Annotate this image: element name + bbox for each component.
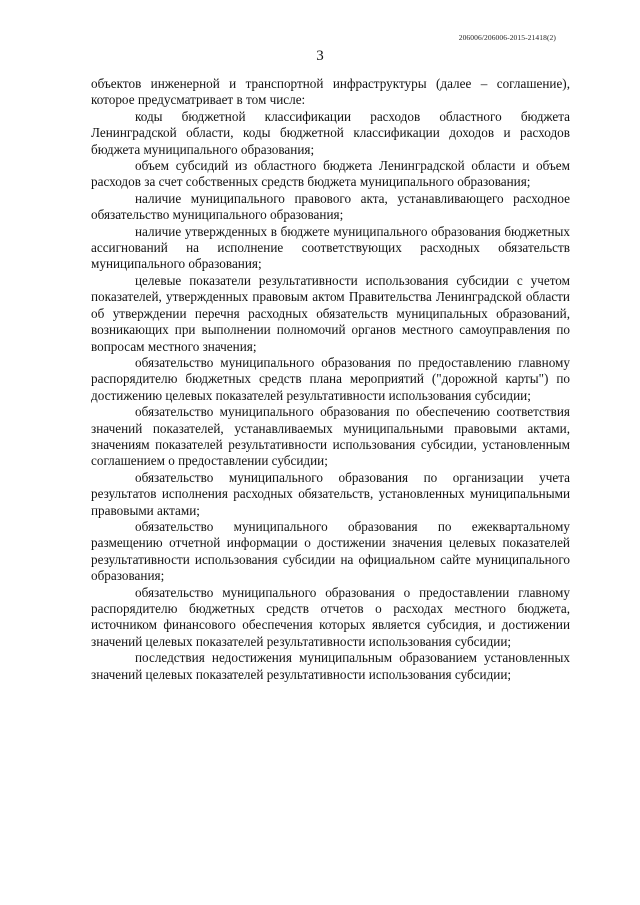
paragraph-consequences: последствия недостижения муниципальным образованием установленных значений целевых показателей результативности использования субсидии; [91, 650, 570, 682]
paragraph-accounting-obligation: обязательство муниципального образования по организации учета результатов исполнения расходных обязательств, установленных муниципальными правовыми актами; [91, 469, 570, 518]
paragraph-indicator-compliance: обязательство муниципального образования по обеспечению соответствия значений показателей, устанавливаемых муниципальными правовыми актами, значениям показателей результативности использования субсидии, установленным соглашением о предоставлении субсидии; [91, 404, 570, 469]
paragraph-budget-allocations: наличие утвержденных в бюджете муниципального образования бюджетных ассигнований на исполнение соответствующих расходных обязательств муниципального образования; [91, 223, 570, 272]
paragraph-target-indicators: целевые показатели результативности использования субсидии с учетом показателей, утвержденных правовым актом Правительства Ленинградской области об утверждении перечня расходных обязательств муниципальных образований, возникающих при выполнении полномочий органов местного самоуправления по вопросам местного значения; [91, 272, 570, 354]
paragraph-subsidy-volume: объем субсидий из областного бюджета Ленинградской области и объем расходов за счет собственных средств бюджета муниципального образования; [91, 158, 570, 190]
paragraph-budget-codes: коды бюджетной классификации расходов областного бюджета Ленинградской области, коды бюджетной классификации доходов и расходов бюджета муниципального образования; [91, 108, 570, 157]
paragraph-legal-act: наличие муниципального правового акта, устанавливающего расходное обязательство муниципального образования; [91, 190, 570, 223]
document-registration-code: 206006/206006-2015-21418(2) [458, 33, 556, 42]
page-number: 3 [316, 48, 324, 64]
paragraph-expense-reports: обязательство муниципального образования о предоставлении главному распорядителю бюджетных средств отчетов о расходах местного бюджета, источником финансового обеспечения которых является субсидия, и достижении значений целевых показателей результативности использования субсидии; [91, 584, 570, 649]
document-body [91, 76, 570, 683]
paragraph-quarterly-reporting: обязательство муниципального образования по ежеквартальному размещению отчетной информации о достижении значения целевых показателей результативности использования субсидии на официальном сайте муниципального образования; [91, 518, 570, 584]
paragraph-roadmap-obligation: обязательство муниципального образования по предоставлению главному распорядителю бюджетных средств плана мероприятий ("дорожной карты") по достижению целевых показателей результативности использования субсидии; [91, 354, 570, 403]
paragraph-continuation: объектов инженерной и транспортной инфраструктуры (далее – соглашение), которое предусматривает в том числе: [91, 76, 570, 108]
